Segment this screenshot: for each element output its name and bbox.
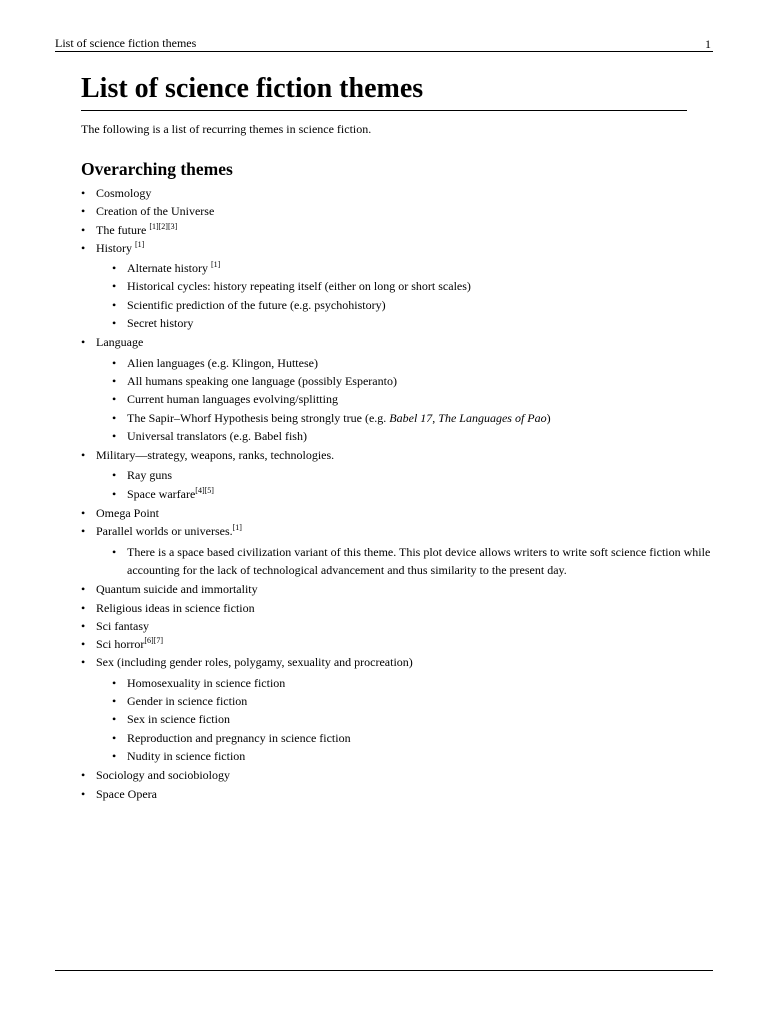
list-item: • Cosmology xyxy=(81,184,711,202)
list-item: • Sci fantasy xyxy=(81,617,711,635)
book-title[interactable]: Babel 17 xyxy=(389,410,433,425)
theme-list xyxy=(81,184,711,803)
sub-list xyxy=(96,259,711,332)
list-item: • Secret history xyxy=(96,314,711,332)
list-item: • Sociology and sociobiology xyxy=(81,766,711,784)
page-title: List of science fiction themes xyxy=(81,70,687,111)
citation[interactable]: [1] xyxy=(232,523,242,533)
list-item: • Universal translators (e.g. Babel fish) xyxy=(96,427,711,445)
book-title[interactable]: The Languages of Pao xyxy=(438,410,547,425)
list-item: • Gender in science fiction xyxy=(96,692,711,710)
list-item: • Omega Point xyxy=(81,504,711,522)
list-item: • The Sapir–Whorf Hypothesis being strongly true (e.g. Babel 17, The Languages of Pao) xyxy=(96,409,711,427)
list-item: • History [1] • Alternate history [1] • Historical cycles: history repeating itself (either on long or short scales) • Scientific prediction of the future (e.g. psychohistory) • Secret history xyxy=(81,239,711,332)
page-number: 1 xyxy=(705,37,711,51)
list-item: • Sex in science fiction xyxy=(96,710,711,728)
running-header xyxy=(55,35,713,52)
sub-list xyxy=(96,466,711,503)
running-title: List of science fiction themes xyxy=(55,36,197,50)
citation[interactable]: [1][2][3] xyxy=(149,221,178,231)
sub-list xyxy=(96,674,711,765)
list-item: • All humans speaking one language (possibly Esperanto) xyxy=(96,372,711,390)
list-item: • Space Opera xyxy=(81,785,711,803)
citation[interactable]: [1] xyxy=(135,239,145,249)
intro-paragraph: The following is a list of recurring themes in science fiction. xyxy=(81,122,372,136)
list-item: • Ray guns xyxy=(96,466,711,484)
citation[interactable]: [6][7] xyxy=(144,636,163,646)
list-item: • Military—strategy, weapons, ranks, technologies. • Ray guns • Space warfare[4][5] xyxy=(81,446,711,503)
list-item: • Alien languages (e.g. Klingon, Huttese) xyxy=(96,354,711,372)
list-item: • Scientific prediction of the future (e.g. psychohistory) xyxy=(96,296,711,314)
sub-list xyxy=(96,543,711,580)
list-item: • Creation of the Universe xyxy=(81,202,711,220)
list-item: • Alternate history [1] xyxy=(96,259,711,277)
footer-rule xyxy=(55,970,713,971)
list-item: • Language • Alien languages (e.g. Klingon, Huttese) • All humans speaking one language (possibly Esperanto) • Current human languages evolving/splitting • The Sapir–Whorf Hypothesis being strongly true (e.g. Babel 17, The Languages of Pao) • Universal translators (e.g. Babel fish) xyxy=(81,333,711,445)
list-item: • Sci horror[6][7] xyxy=(81,635,711,653)
list-item: • Quantum suicide and immortality xyxy=(81,580,711,598)
citation[interactable]: [4][5] xyxy=(195,485,214,495)
section-heading: Overarching themes xyxy=(81,159,233,179)
list-item: • There is a space based civilization variant of this theme. This plot device allows writers to write soft science fiction while accounting for the lack of technological advancement and thus similarity to the present day. xyxy=(96,543,711,580)
list-item: • Current human languages evolving/splitting xyxy=(96,390,711,408)
list-item: • Parallel worlds or universes.[1] • There is a space based civilization variant of this theme. This plot device allows writers to write soft science fiction while accounting for the lack of technological advancement and thus similarity to the present day. xyxy=(81,522,711,579)
list-item: • Homosexuality in science fiction xyxy=(96,674,711,692)
list-item: • Historical cycles: history repeating itself (either on long or short scales) xyxy=(96,277,711,295)
sub-list xyxy=(96,354,711,445)
list-item: • Religious ideas in science fiction xyxy=(81,599,711,617)
list-item: • The future [1][2][3] xyxy=(81,221,711,239)
list-item: • Sex (including gender roles, polygamy, sexuality and procreation) • Homosexuality in science fiction • Gender in science fiction • Sex in science fiction • Reproduction and pregnancy in science fiction • Nudity in science fiction xyxy=(81,653,711,765)
list-item: • Reproduction and pregnancy in science fiction xyxy=(96,729,711,747)
list-item: • Space warfare[4][5] xyxy=(96,485,711,503)
list-item: • Nudity in science fiction xyxy=(96,747,711,765)
citation[interactable]: [1] xyxy=(210,260,221,270)
